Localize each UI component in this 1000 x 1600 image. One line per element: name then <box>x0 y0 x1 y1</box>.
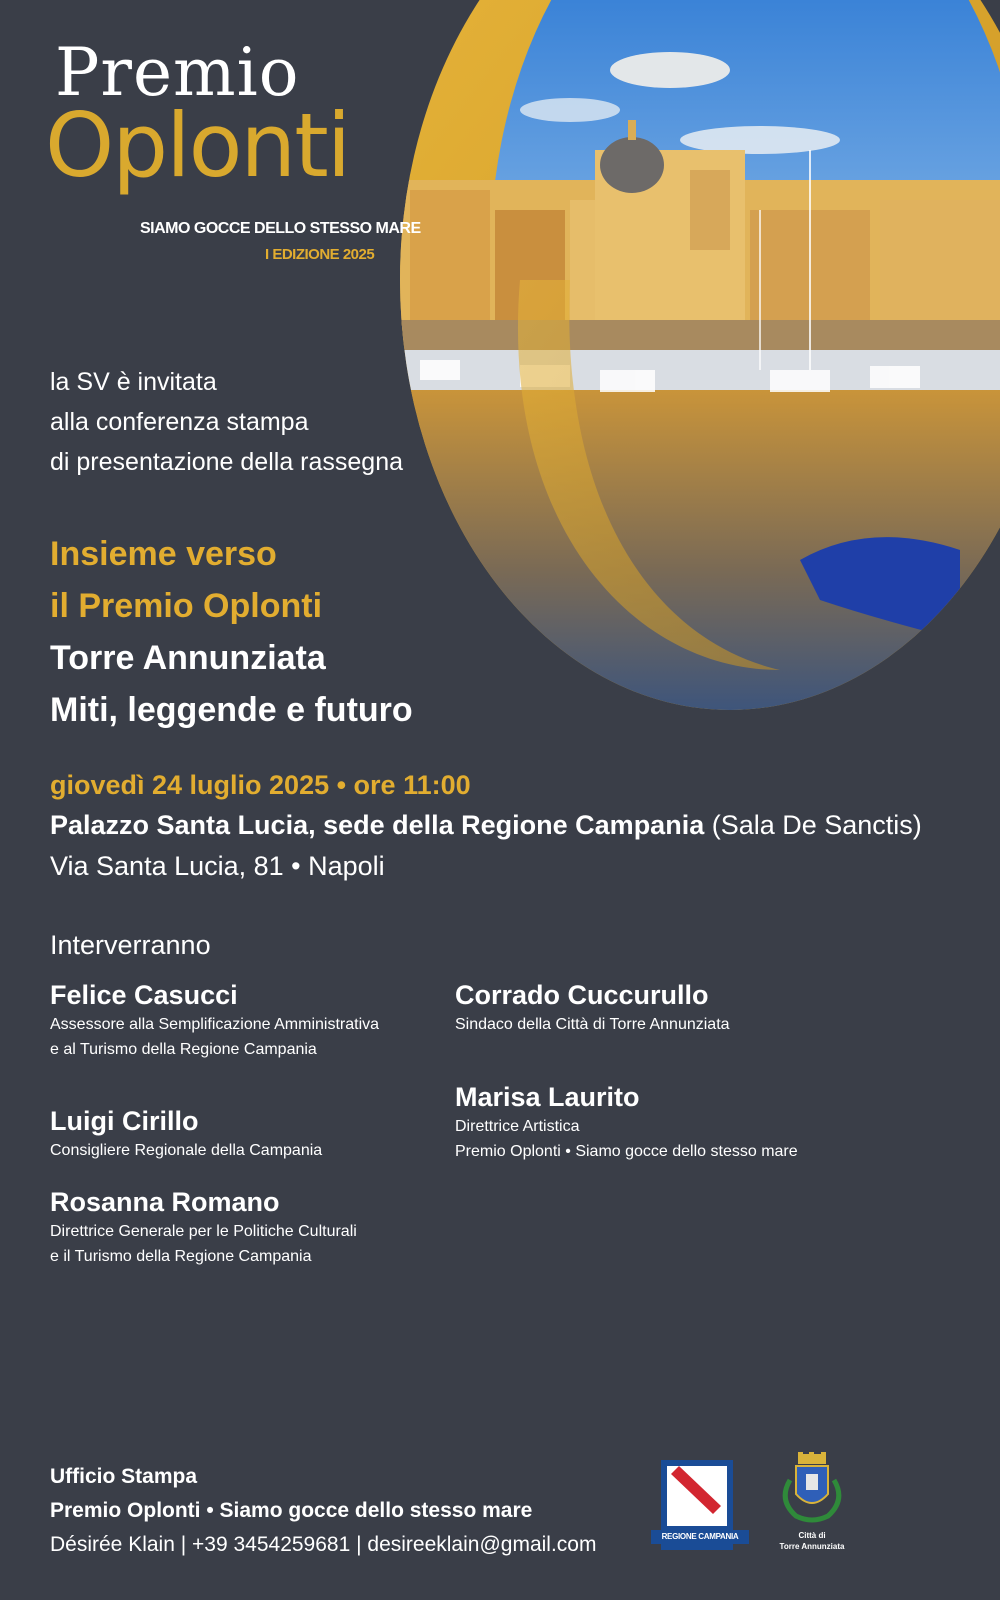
invite-line: di presentazione della rassegna <box>50 448 404 476</box>
logo-word-oplonti: Oplonti <box>45 94 350 197</box>
title-white-line: Miti, leggende e futuro <box>50 691 413 729</box>
venue-name: Palazzo Santa Lucia, sede della Regione Campania <box>50 810 705 840</box>
speaker-role: e il Turismo della Regione Campania <box>50 1248 312 1265</box>
press-office-contact: Désirée Klain | +39 3454259681 | desireeklain@gmail.com <box>50 1533 597 1556</box>
speaker-name: Felice Casucci <box>50 980 238 1010</box>
press-office-title: Ufficio Stampa <box>50 1465 198 1488</box>
speaker-card <box>50 978 379 1062</box>
harbor-photo <box>400 0 1000 740</box>
invitation-text <box>50 362 403 482</box>
event-venue <box>50 810 922 841</box>
title-gold-line: il Premio Oplonti <box>50 587 323 625</box>
speaker-role: Consigliere Regionale della Campania <box>50 1142 323 1159</box>
press-office-event: Premio Oplonti • Siamo gocce dello stesso mare <box>50 1499 533 1522</box>
title-gold-line: Insieme verso <box>50 535 277 573</box>
torre-annunziata-crest <box>772 1450 852 1560</box>
premio-oplonti-logo <box>45 34 421 263</box>
speaker-card <box>455 978 730 1037</box>
logo-edition: I EDIZIONE 2025 <box>265 246 375 263</box>
speaker-role: e al Turismo della Regione Campania <box>50 1041 317 1058</box>
speaker-card <box>50 1104 322 1163</box>
event-title <box>50 528 413 736</box>
speaker-name: Rosanna Romano <box>50 1187 280 1217</box>
speaker-name: Corrado Cuccurullo <box>455 980 709 1010</box>
logo-tagline: SIAMO GOCCE DELLO STESSO MARE <box>140 220 421 237</box>
speaker-name: Luigi Cirillo <box>50 1106 199 1136</box>
press-office <box>50 1460 596 1562</box>
title-white-line: Torre Annunziata <box>50 639 326 677</box>
city-crest-icon <box>772 1450 852 1530</box>
logo-word-premio: Premio <box>55 34 300 111</box>
regione-campania-logo <box>655 1460 745 1550</box>
crest-label-line: Torre Annunziata <box>779 1542 845 1551</box>
invite-line: la SV è invitata <box>50 368 217 396</box>
speaker-role: Assessore alla Semplificazione Amministrativa <box>50 1016 380 1033</box>
speaker-card <box>50 1185 357 1269</box>
speaker-name: Marisa Laurito <box>455 1082 640 1112</box>
invite-line: alla conferenza stampa <box>50 408 309 436</box>
speaker-role: Sindaco della Città di Torre Annunziata <box>455 1016 730 1033</box>
speaker-card <box>455 1080 798 1164</box>
event-address: Via Santa Lucia, 81 • Napoli <box>50 851 385 881</box>
speaker-role: Direttrice Artistica <box>455 1118 580 1135</box>
speakers-heading: Interverranno <box>50 930 211 960</box>
speaker-role: Premio Oplonti • Siamo gocce dello stesso mare <box>455 1143 798 1160</box>
event-date: giovedì 24 luglio 2025 • ore 11:00 <box>50 770 471 800</box>
torre-annunziata-label <box>772 1530 852 1552</box>
venue-room: (Sala De Sanctis) <box>704 810 922 840</box>
speaker-role: Direttrice Generale per le Politiche Culturali <box>50 1223 357 1240</box>
regione-campania-label: REGIONE CAMPANIA <box>651 1530 749 1544</box>
crest-label-line: Città di <box>798 1531 826 1540</box>
